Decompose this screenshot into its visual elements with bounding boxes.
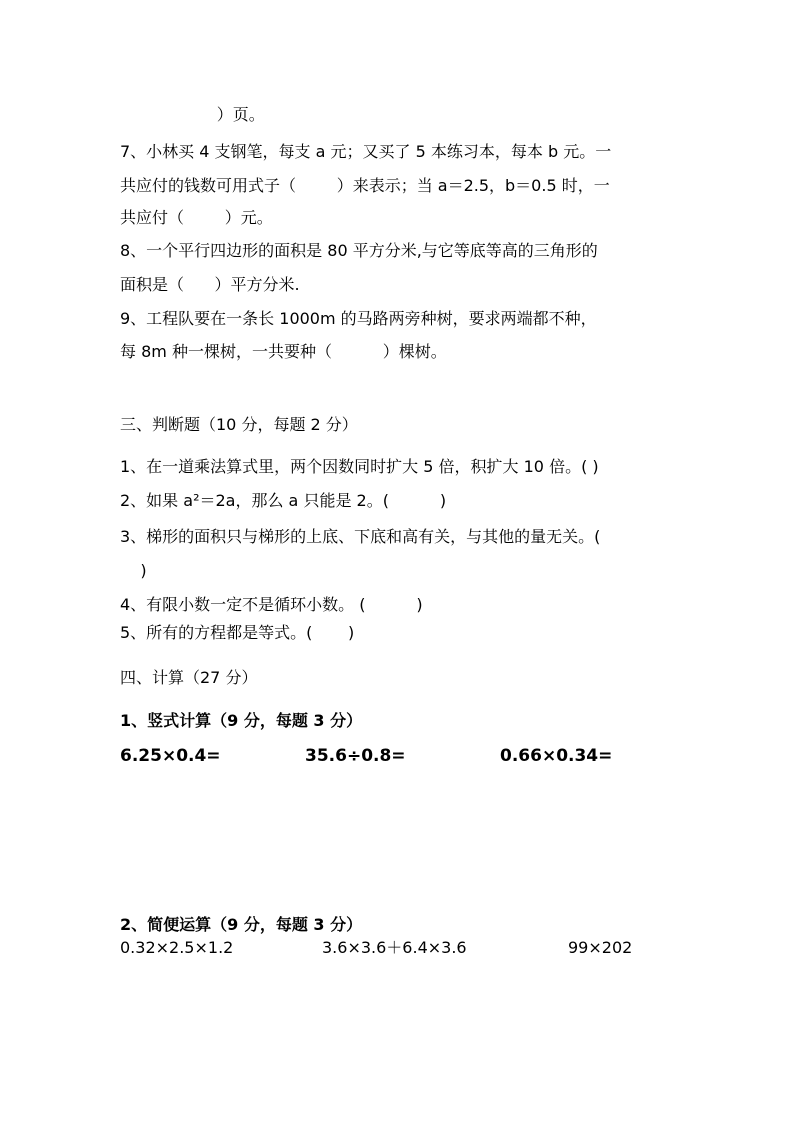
question-9-line-1: 9、工程队要在一条长 1000m 的马路两旁种树，要求两端都不种， bbox=[120, 309, 597, 328]
question-8-line-2: 面积是（ ）平方分米. bbox=[120, 275, 300, 294]
vertical-problem-1: 6.25×0.4= bbox=[120, 746, 221, 766]
judge-item-3: 3、梯形的面积只与梯形的上底、下底和高有关，与其他的量无关。( bbox=[120, 527, 601, 546]
simple-problem-2: 3.6×3.6＋6.4×3.6 bbox=[322, 938, 467, 957]
vertical-calc-title: 1、竖式计算（9 分，每题 3 分） bbox=[120, 711, 363, 730]
question-7-line-3: 共应付（ ）元。 bbox=[120, 208, 273, 227]
question-7-line-2: 共应付的钱数可用式子（ ）来表示；当 a＝2.5，b＝0.5 时，一 bbox=[120, 176, 610, 195]
judge-item-4: 4、有限小数一定不是循环小数。 ( ) bbox=[120, 595, 423, 614]
judge-item-1: 1、在一道乘法算式里，两个因数同时扩大 5 倍，积扩大 10 倍。( ) bbox=[120, 457, 599, 476]
vertical-problem-2: 35.6÷0.8= bbox=[305, 746, 406, 766]
question-9-line-2: 每 8m 种一棵树，一共要种（ ）棵树。 bbox=[120, 342, 447, 361]
question-6-tail: ）页。 bbox=[176, 105, 265, 124]
judge-item-3-continued: ) bbox=[120, 561, 147, 580]
judge-item-5: 5、所有的方程都是等式。( ) bbox=[120, 623, 355, 642]
simple-problem-3: 99×202 bbox=[568, 938, 633, 957]
simple-calc-title: 2、简便运算（9 分，每题 3 分） bbox=[120, 915, 363, 934]
simple-problem-1: 0.32×2.5×1.2 bbox=[120, 938, 234, 957]
vertical-problem-3: 0.66×0.34= bbox=[500, 746, 613, 766]
question-8-line-1: 8、一个平行四边形的面积是 80 平方分米,与它等底等高的三角形的 bbox=[120, 241, 598, 260]
question-7-line-1: 7、小林买 4 支钢笔，每支 a 元；又买了 5 本练习本，每本 b 元。一 bbox=[120, 142, 612, 161]
judge-section-title: 三、判断题（10 分，每题 2 分） bbox=[120, 415, 358, 434]
judge-item-2: 2、如果 a²＝2a，那么 a 只能是 2。( ) bbox=[120, 491, 447, 510]
compute-section-title: 四、计算（27 分） bbox=[120, 668, 258, 687]
